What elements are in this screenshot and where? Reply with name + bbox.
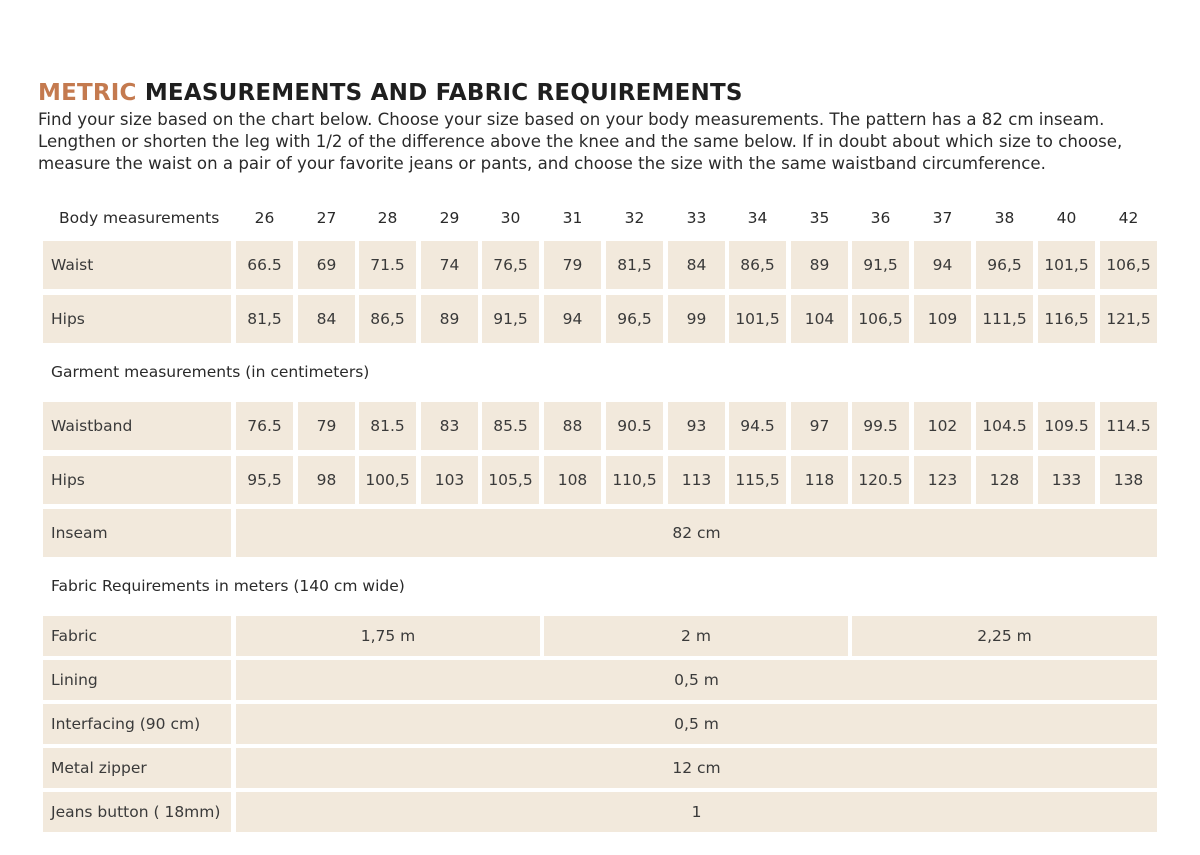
table-cell: 81.5 [359,402,416,450]
table-cell: 102 [914,402,971,450]
table-cell: 109 [914,295,971,343]
body-measurements-header: Body measurements [59,209,220,227]
size-header: 27 [316,209,337,227]
table-cell: 81,5 [236,295,293,343]
table-cell: 76,5 [482,241,539,289]
row-label: Waistband [43,402,231,450]
table-cell: 89 [421,295,478,343]
table-cell: 128 [976,456,1033,504]
table-cell: 120.5 [852,456,909,504]
row-label: Jeans button ( 18mm) [43,792,231,832]
table-cell: 83 [421,402,478,450]
table-cell: 138 [1100,456,1157,504]
table-cell: 84 [668,241,725,289]
requirement-value: 0,5 m [236,660,1157,700]
size-header: 29 [439,209,460,227]
table-cell: 97 [791,402,848,450]
requirement-value: 1 [236,792,1157,832]
table-cell: 115,5 [729,456,786,504]
size-header: 37 [932,209,953,227]
table-cell: 76.5 [236,402,293,450]
table-cell: 94 [914,241,971,289]
table-cell: 93 [668,402,725,450]
table-cell: 110,5 [606,456,663,504]
size-header: 42 [1118,209,1139,227]
table-cell: 74 [421,241,478,289]
row-label: Waist [43,241,231,289]
row-label: Inseam [43,509,231,557]
table-cell: 95,5 [236,456,293,504]
requirement-value: 12 cm [236,748,1157,788]
size-header: 30 [500,209,521,227]
table-cell: 79 [298,402,355,450]
table-cell: 106,5 [1100,241,1157,289]
row-label: Hips [43,456,231,504]
table-cell: 86,5 [359,295,416,343]
size-header: 33 [686,209,707,227]
table-cell: 85.5 [482,402,539,450]
table-cell: 114.5 [1100,402,1157,450]
table-cell: 91,5 [852,241,909,289]
intro-line: Find your size based on the chart below. Choose your size based on your body measurements. The pattern has a 82 cm inseam. [38,110,1105,129]
table-cell: 121,5 [1100,295,1157,343]
size-header: 38 [994,209,1015,227]
fabric-amount-cell: 2,25 m [852,616,1157,656]
table-cell: 116,5 [1038,295,1095,343]
table-cell: 98 [298,456,355,504]
size-header: 31 [562,209,583,227]
table-cell: 86,5 [729,241,786,289]
table-cell: 118 [791,456,848,504]
table-cell: 99 [668,295,725,343]
table-cell: 91,5 [482,295,539,343]
table-cell: 105,5 [482,456,539,504]
table-cell: 96,5 [976,241,1033,289]
table-cell: 69 [298,241,355,289]
table-cell: 99.5 [852,402,909,450]
table-cell: 104 [791,295,848,343]
intro-line: Lengthen or shorten the leg with 1/2 of the difference above the knee and the same below. If in doubt about which size to choose, [38,132,1123,151]
row-label: Hips [43,295,231,343]
table-cell: 108 [544,456,601,504]
fabric-amount-cell: 2 m [544,616,848,656]
table-cell: 94.5 [729,402,786,450]
page-title [38,80,743,106]
table-cell: 100,5 [359,456,416,504]
table-cell: 103 [421,456,478,504]
table-cell: 123 [914,456,971,504]
size-header: 36 [870,209,891,227]
requirement-value: 0,5 m [236,704,1157,744]
table-cell: 109.5 [1038,402,1095,450]
table-cell: 84 [298,295,355,343]
table-cell: 101,5 [1038,241,1095,289]
fabric-amount-cell: 1,75 m [236,616,540,656]
table-cell: 106,5 [852,295,909,343]
table-cell: 90.5 [606,402,663,450]
inseam-value: 82 cm [236,509,1157,557]
row-label: Lining [43,660,231,700]
row-label: Interfacing (90 cm) [43,704,231,744]
table-cell: 94 [544,295,601,343]
size-header: 28 [377,209,398,227]
table-cell: 133 [1038,456,1095,504]
table-cell: 88 [544,402,601,450]
fabric-section-label: Fabric Requirements in meters (140 cm wide) [51,577,405,595]
size-header: 26 [254,209,275,227]
title-rest: MEASUREMENTS AND FABRIC REQUIREMENTS [136,80,743,106]
size-header: 35 [809,209,830,227]
intro-line: measure the waist on a pair of your favorite jeans or pants, and choose the size with the same waistband circumference. [38,154,1046,173]
table-cell: 104.5 [976,402,1033,450]
table-cell: 113 [668,456,725,504]
table-cell: 111,5 [976,295,1033,343]
table-cell: 81,5 [606,241,663,289]
size-header: 40 [1056,209,1077,227]
table-cell: 101,5 [729,295,786,343]
intro-paragraph [38,109,1178,175]
table-cell: 66.5 [236,241,293,289]
table-cell: 89 [791,241,848,289]
size-header: 32 [624,209,645,227]
row-label: Metal zipper [43,748,231,788]
table-cell: 96,5 [606,295,663,343]
size-header: 34 [747,209,768,227]
row-label: Fabric [43,616,231,656]
title-accent: METRIC [38,80,137,106]
garment-section-label: Garment measurements (in centimeters) [51,363,370,381]
table-cell: 79 [544,241,601,289]
table-cell: 71.5 [359,241,416,289]
